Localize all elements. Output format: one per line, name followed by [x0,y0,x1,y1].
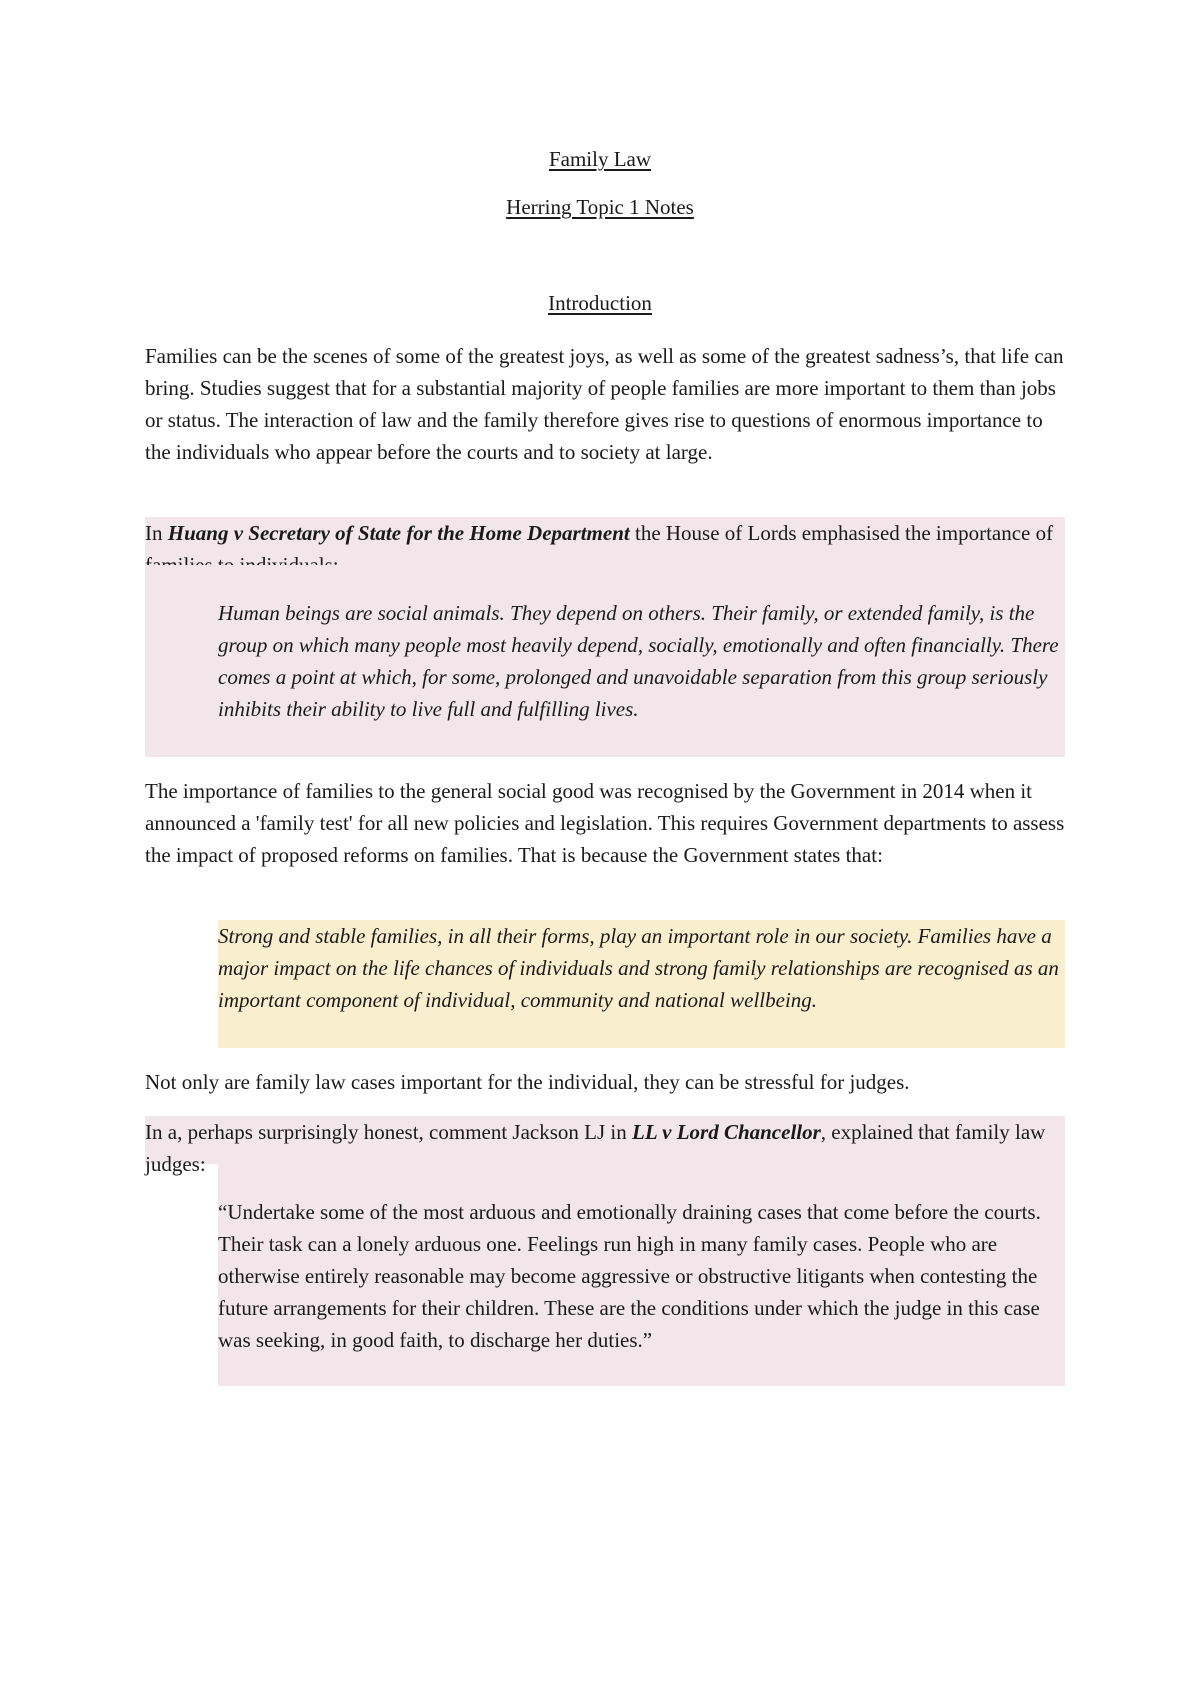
jackson-prefix: In a, perhaps surprisingly honest, comment Jackson LJ in [145,1120,632,1144]
huang-case-name: Huang v Secretary of State for the Home Department [167,521,630,545]
section-heading: Introduction [548,291,652,315]
jackson-suffix: , explained that family law judges: [145,1120,1046,1176]
huang-suffix: the House of Lords emphasised the importance of [634,521,1054,545]
intro-paragraph: Families can be the scenes of some of the greatest joys, as well as some of the greatest sadness’s, that life can bring. Studies suggest that for a substantial majority of people families are more important to them than jobs or status. The interaction of law and the family therefore gives rise to questions of enormous importance to the individuals who appear before the courts and to society at large. [145,344,1064,464]
huang-prefix: In [145,521,168,545]
jackson-case-name: LL v Lord Chancellor [632,1120,821,1144]
stressful-paragraph: Not only are family law cases important for the individual, they can be stressful for judges. [145,1070,910,1094]
document-title: Family Law [548,147,652,171]
jackson-paragraph [145,1116,1065,1176]
document-subtitle: Herring Topic 1 Notes [506,195,694,219]
family-test-paragraph: The importance of families to the general social good was recognised by the Government in 2014 when it announced a 'family test' for all new policies and legislation. This requires Government departments to assess the impact of proposed reforms on families. That is because the Government states that: [145,779,1065,867]
government-quote: Strong and stable families, in all their forms, play an important role in our society. Families have a major impact on the life chances of individuals and strong family relationships are recognised as an important component of individual, community and national wellbeing. [218,924,1059,1012]
huang-paragraph [145,517,1065,565]
jackson-quote: “Undertake some of the most arduous and emotionally draining cases that come before the courts. Their task can a lonely arduous one. Feelings run high in many family cases. People who are otherwise entirely reasonable may become aggressive or obstructive litigants when contesting the future arrangements for their children. These are the conditions under which the judge in this case was seeking, in good faith, to discharge her duties.” [218,1200,1041,1352]
huang-quote: Human beings are social animals. They depend on others. Their family, or extended family, is the group on which many people most heavily depend, socially, emotionally and often financially. There comes a point at which, for some, prolonged and unavoidable separation from this group seriously inhibits their ability to live full and fulfilling lives. [218,601,1059,721]
